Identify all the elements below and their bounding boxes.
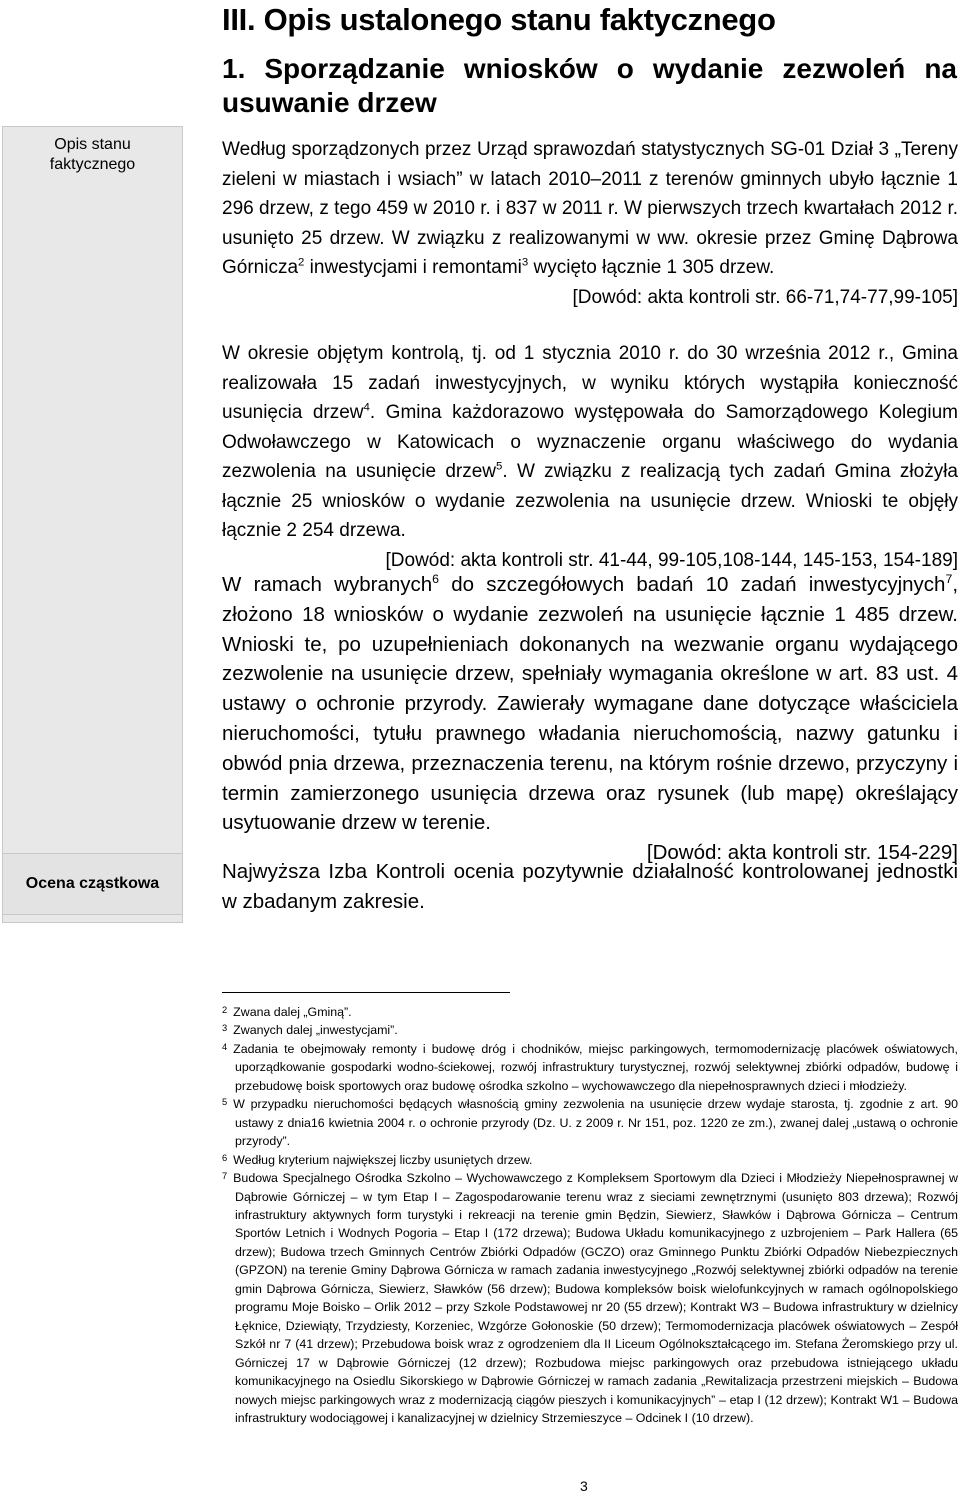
p3-text-c: , złożono 18 wniosków o wydanie zezwoleń na usunięcie łącznie 1 485 drzew. Wnioski te, po uzupełnieniach dokonanych na wezwanie organu wydającego zezwolenie na usunięcie drzew, spełniały wymagania określone w art. 83 ust. 4 ustawy o ochronie przyrody. Zawierały wymagane dane dotyczące właściciela nieruchomości, tytułu prawnego władania nieruchomością, nazwy gatunku i obwód pnia drzewa, przeznaczenia terenu, na którym rośnie drzewo, przyczyny i termin zamierzonego usunięcia drzewa oraz rysunek (lub mapę) określający usytuowanie drzew w terenie.: [222, 573, 959, 835]
footnote-ref-5: 5: [496, 460, 503, 473]
footnote: [222, 1151, 958, 1169]
footnote-mark: 3: [222, 1023, 228, 1034]
footnote-ref-7: 7: [945, 572, 953, 587]
p1-text-b: inwestycjami i remontami: [304, 257, 522, 278]
footnote-ref-3: 3: [521, 256, 529, 269]
sidebar-facts-box: [2, 126, 183, 923]
sidebar-label-line2: faktycznego: [49, 156, 136, 173]
footnote-ref-4: 4: [363, 401, 370, 414]
sidebar-label-line1: Opis stanu: [54, 136, 131, 153]
footnote-mark: 6: [222, 1152, 228, 1163]
footnote-text: Zwana dalej „Gminą”.: [233, 1005, 352, 1019]
paragraph-assessment: [222, 857, 958, 917]
footnote-ref-6: 6: [432, 572, 440, 587]
evidence-1: [Dowód: akta kontroli str. 66-71,74-77,99-105]: [572, 286, 958, 308]
p1-text-c: wycięto łącznie 1 305 drzew.: [528, 257, 775, 278]
paragraph-2: [222, 339, 958, 575]
p2-text-c: . W związku z realizacją tych zadań Gmina złożyła łącznie 25 wniosków o wydanie zezwolenia na usunięcie drzew. Wnioski te objęły łącznie 2 254 drzewa.: [222, 461, 958, 541]
evidence-2: [Dowód: akta kontroli str. 41-44, 99-105,108-144, 145-153, 154-189]: [385, 549, 958, 571]
footnote-separator: [222, 992, 510, 993]
paragraph-1: [222, 135, 958, 312]
p2-text-a: W okresie objętym kontrolą, tj. od 1 stycznia 2010 r. do 30 września 2012 r., Gmina realizowała 15 zadań inwestycyjnych, w wyniku których wystąpiła konieczność usunięcia drzew: [222, 343, 958, 423]
footnote-ref-2: 2: [298, 256, 305, 269]
p3-text-b: do szczegółowych badań 10 zadań inwestycyjnych: [439, 573, 946, 596]
page-number: 3: [580, 1478, 588, 1494]
footnote: [222, 1169, 958, 1427]
footnote-mark: 5: [222, 1097, 228, 1108]
footnote-text: Zwanych dalej „inwestycjami”.: [233, 1023, 398, 1038]
sidebar-assessment-label: Ocena cząstkowa: [25, 875, 160, 892]
footnotes: [222, 1003, 958, 1427]
evidence-3: [Dowód: akta kontroli str. 154-229]: [646, 841, 958, 865]
footnote-text: Budowa Specjalnego Ośrodka Szkolno – Wychowawczego z Kompleksem Sportowym dla Dzieci i Młodzieży Niepełnosprawnej w Dąbrowie Górniczej – w tym Etap I – Zagospodarowanie terenu wraz z sieciami zewnętrznymi (usunięto 803 drzewa); Rozwój infrastruktury aktywnych form turystyki i rekreacji na terenie gmin Będzin, Siewierz, Sławków i Dąbrowa Górnicza – Centrum Sportów Letnich i Wodnych Pogoria – Etap I (172 drzewa); Budowa Układu komunikacyjnego z uzbrojeniem – Park Hallera (65 drzew); Budowa trzech Gminnych Centrów Zbiórki Odpadów (GCZO) oraz Gminnego Punktu Zbiórki Odpadów Niebezpiecznych (GPZON) na terenie Gminy Dąbrowa Górnicza w ramach zadania inwestycyjnego „Rozwój selektywnej zbiórki odpadów na terenie gmin Dąbrowa Górnicza, Siewierz, Sławków (56 drzew); Budowa kompleksów boisk wielofunkcyjnych w ramach ogólnopolskiego programu Moje Boisko – Orlik 2012 – przy Szkole Podstawowej nr 20 (55 drzew); Kontrakt W3 – Budowa infrastruktury w dzielnicy Łęknice, Dziewiąty, Trzydziesty, Korzeniec, Wzgórze Gołonoskie (50 drzew); Termomodernizacja placówek oświatowych – Zespół Szkół nr 7 (41 drzew); Przebudowa boisk wraz z ogrodzeniem dla II Liceum Ogólnokształcącego im. Stefana Żeromskiego przy ul. Górniczej 17 w Dąbrowie Górniczej (12 drzew); Rozbudowa miejsc parkingowych oraz przebudowa istniejącego układu komunikacyjnego na Osiedlu Sikorskiego w Dąbrowie Górniczej w ramach zadania „Rewitalizacja przestrzeni miejskich – Budowa nowych miejsc parkingowych wraz z modernizacją ciągów pieszych i komunikacyjnych” – etap I (12 drzew); Kontrakt W1 – Budowa infrastruktury wodociągowej i kanalizacyjnej w dzielnicy Strzemieszyce – Odcinek I (10 drzew).: [233, 1171, 958, 1425]
footnote-mark: 4: [222, 1041, 228, 1052]
footnote-mark: 2: [222, 1005, 228, 1015]
footnote-text: W przypadku nieruchomości będących własnością gminy zezwolenia na usunięcie drzew wydaje starosta, tj. zgodnie z art. 90 ustawy z dnia16 kwietnia 2004 r. o ochronie przyrody (Dz. U. z 2009 r. Nr 151, poz. 1220 ze zm.), zwanej dalej „ustawą o ochronie przyrody”.: [233, 1097, 958, 1149]
subsection-title: 1. Sporządzanie wniosków o wydanie zezwoleń na usuwanie drzew: [222, 53, 957, 118]
assessment-text: Najwyższa Izba Kontroli ocenia pozytywnie działalność kontrolowanej jednostki w zbadanym zakresie.: [222, 860, 958, 913]
p1-text-a: Według sporządzonych przez Urząd sprawozdań statystycznych SG-01 Dział 3 „Tereny zieleni w miastach i wsiach” w latach 2010–2011 z terenów gminnych ubyło łącznie 1 296 drzew, z tego 459 w 2010 r. i 837 w 2011 r. W pierwszych trzech kwartałach 2012 r. usunięto 25 drzew. W związku z realizowanymi w ww. okresie przez Gminę Dąbrowa Górnicza: [222, 139, 958, 278]
footnote: [222, 1095, 958, 1150]
footnote-text: Według kryterium największej liczby usuniętych drzew.: [233, 1152, 533, 1167]
paragraph-3: [222, 570, 958, 868]
section-title: III. Opis ustalonego stanu faktycznego: [222, 2, 776, 37]
sidebar-assessment-box: [2, 853, 183, 915]
footnote: [222, 1021, 958, 1039]
p3-text-a: W ramach wybranych: [222, 573, 433, 596]
footnote-mark: 7: [222, 1171, 228, 1182]
footnote: [222, 1003, 958, 1021]
footnote: [222, 1040, 958, 1095]
p2-text-b: . Gmina każdorazowo występowała do Samorządowego Kolegium Odwoławczego w Katowicach o wyznaczenie organu właściwego do wydania zezwolenia na usunięcie drzew: [222, 402, 958, 482]
footnote-text: Zadania te obejmowały remonty i budowę dróg i chodników, miejsc parkingowych, termomodernizację placówek oświatowych, uporządkowanie gospodarki wodno-ściekowej, rozwój infrastruktury turystycznej, rozwój selektywnej zbiórki odpadów, budowę i przebudowę boisk sportowych oraz budowę ośrodka szkolno – wychowawczego dla niepełnosprawnych dzieci i młodzieży.: [233, 1041, 958, 1093]
